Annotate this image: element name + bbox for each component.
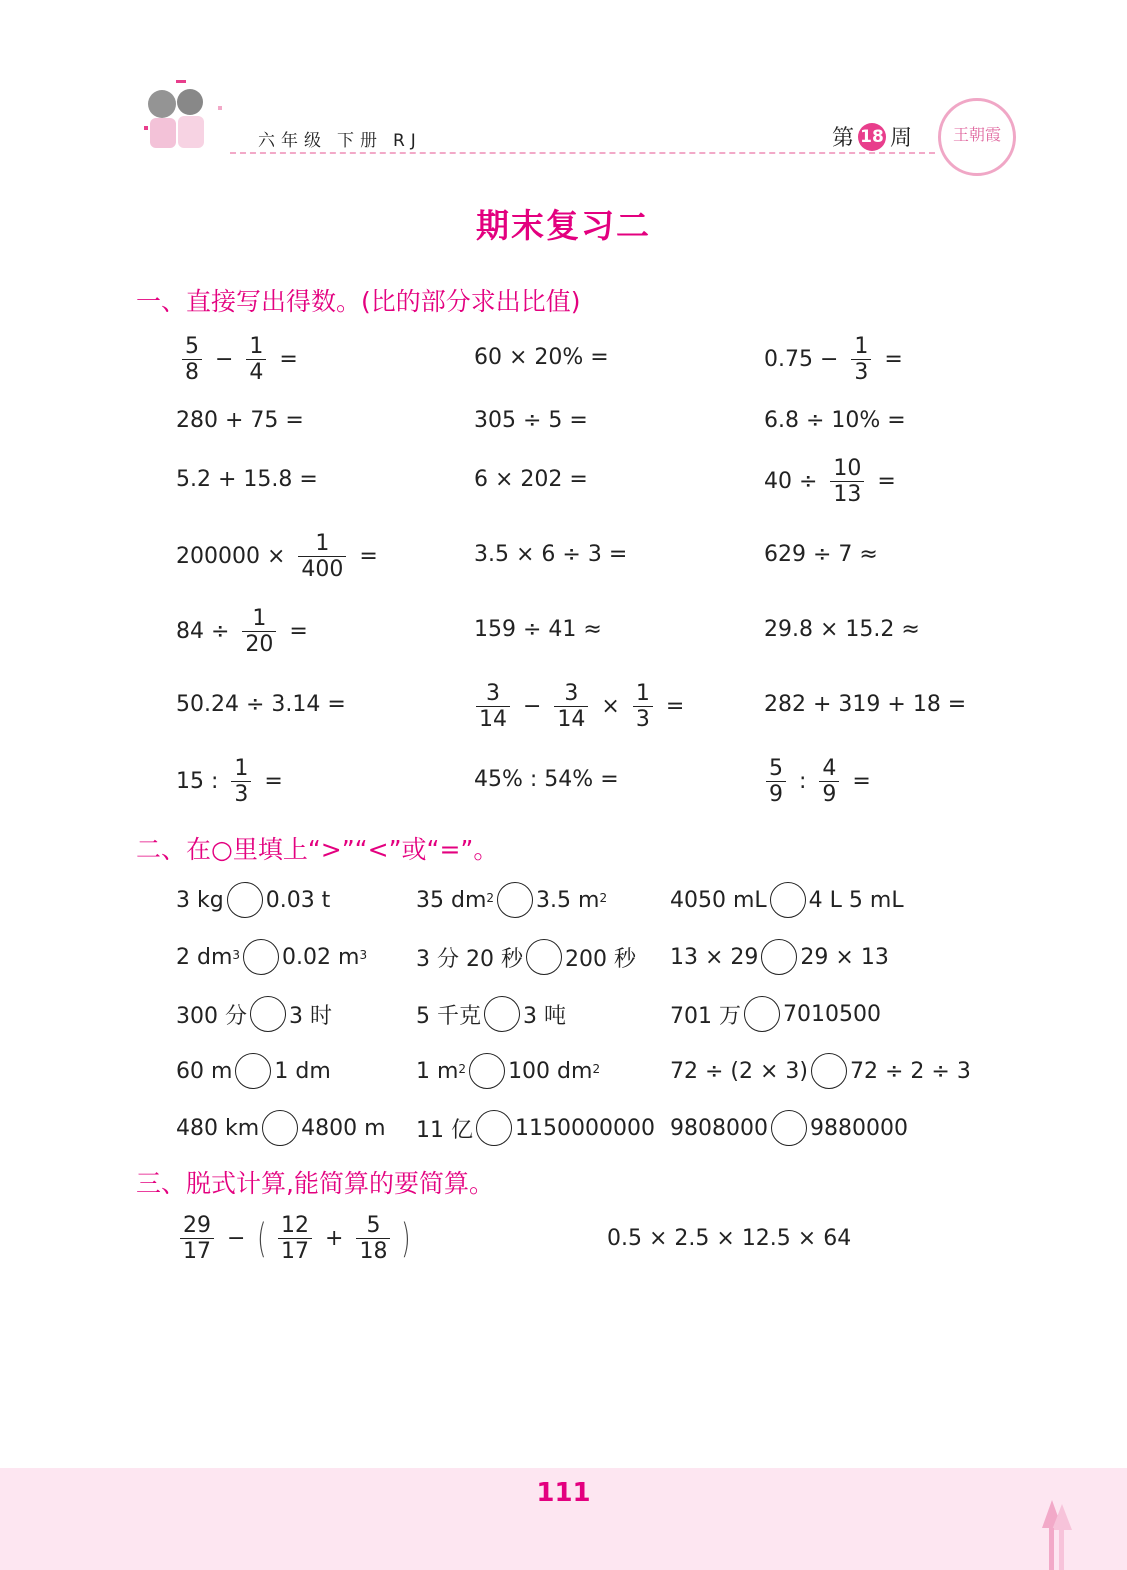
fraction: $\frac{29}{17}$ <box>180 1213 214 1265</box>
compare-5-1: 480 km 4800 m <box>176 1110 386 1146</box>
compare-3-3: 701 万 7010500 <box>670 996 881 1032</box>
arrow-up-icon <box>1040 1500 1080 1570</box>
compare-4-3: 72 ÷ (2 × 3) 72 ÷ 2 ÷ 3 <box>670 1053 971 1089</box>
fraction: $\frac{1}{400}$ <box>298 531 346 583</box>
fraction: $\frac{1}{4}$ <box>246 334 266 386</box>
header-divider <box>230 152 935 154</box>
problem-1-2: 60 × 20% = <box>474 345 609 370</box>
calc-expression-2: 0.5 × 2.5 × 12.5 × 64 <box>607 1226 852 1251</box>
mascot-illustration <box>140 76 232 158</box>
week-number-badge: 18 <box>858 123 886 151</box>
author-seal <box>938 98 1016 176</box>
problem-2-1: 280 + 75 = <box>176 408 304 433</box>
fraction: $\frac{5}{18}$ <box>356 1213 390 1265</box>
compare-5-3: 9808000 9880000 <box>670 1110 908 1146</box>
volume-text: 下册 <box>337 131 383 151</box>
problem-3-3: 40 ÷ $\frac{10}{13}$ = <box>764 456 896 508</box>
problem-1-3: 0.75 − $\frac{1}{3}$ = <box>764 334 903 386</box>
answer-circle[interactable] <box>484 996 520 1032</box>
compare-1-1: 3 kg 0.03 t <box>176 882 330 918</box>
problem-2-2: 305 ÷ 5 = <box>474 408 588 433</box>
problem-5-3: 29.8 × 15.2 ≈ <box>764 617 920 642</box>
section-2-heading: 二、在○里填上“>”“<”或“=”。 <box>136 835 499 864</box>
compare-4-1: 60 m 1 dm <box>176 1053 331 1089</box>
compare-4-2: 1 m 2 100 dm 2 <box>416 1053 600 1089</box>
section-1-heading: 一、直接写出得数。(比的部分求出比值) <box>136 287 581 316</box>
fraction: $\frac{1}{3}$ <box>633 681 653 733</box>
seal-text: 王朝霞 <box>952 125 1001 144</box>
compare-2-1: 2 dm 3 0.02 m 3 <box>176 939 367 975</box>
answer-circle[interactable] <box>744 996 780 1032</box>
answer-circle[interactable] <box>235 1053 271 1089</box>
fraction: $\frac{3}{14}$ <box>554 681 588 733</box>
fraction: $\frac{5}{8}$ <box>182 334 202 386</box>
answer-circle[interactable] <box>476 1110 512 1146</box>
problem-3-2: 6 × 202 = <box>474 467 588 492</box>
compare-2-2: 3 分 20 秒 200 秒 <box>416 939 636 975</box>
calc-expression-1: $\frac{29}{17}$ − ( $\frac{12}{17}$ + $\frac{5}{18}$ ) <box>174 1213 416 1265</box>
section-3-heading: 三、脱式计算,能简算的要简算。 <box>136 1169 494 1198</box>
answer-circle[interactable] <box>771 1110 807 1146</box>
week-suffix: 周 <box>890 126 913 151</box>
page-number: 111 <box>536 1478 591 1508</box>
compare-1-2: 35 dm 2 3.5 m 2 <box>416 882 607 918</box>
compare-5-2: 11 亿 1150000000 <box>416 1110 655 1146</box>
answer-circle[interactable] <box>811 1053 847 1089</box>
fraction: $\frac{1}{20}$ <box>242 606 276 658</box>
compare-1-3: 4050 mL 4 L 5 mL <box>670 882 904 918</box>
answer-circle[interactable] <box>526 939 562 975</box>
right-paren: ) <box>401 1215 411 1262</box>
compare-3-1: 300 分 3 时 <box>176 996 332 1032</box>
problem-6-3: 282 + 319 + 18 = <box>764 692 967 717</box>
week-label <box>832 121 912 152</box>
answer-circle[interactable] <box>770 882 806 918</box>
problem-7-1: 15 : $\frac{1}{3}$ = <box>176 756 283 808</box>
grade-label <box>258 126 432 151</box>
problem-6-2: $\frac{3}{14}$ − $\frac{3}{14}$ × $\frac{1}{3}$ = <box>470 681 684 733</box>
problem-1-1: $\frac{5}{8}$ − $\frac{1}{4}$ = <box>176 334 298 386</box>
problem-7-3: $\frac{5}{9}$ : $\frac{4}{9}$ = <box>760 756 871 808</box>
problem-4-1: 200000 × $\frac{1}{400}$ = <box>176 531 378 583</box>
fraction: $\frac{3}{14}$ <box>476 681 510 733</box>
answer-circle[interactable] <box>243 939 279 975</box>
problem-6-1: 50.24 ÷ 3.14 = <box>176 692 346 717</box>
problem-3-1: 5.2 + 15.8 = <box>176 467 318 492</box>
fraction: $\frac{1}{3}$ <box>231 756 251 808</box>
problem-4-3: 629 ÷ 7 ≈ <box>764 542 878 567</box>
grade-text: 六年级 <box>258 131 327 151</box>
answer-circle[interactable] <box>761 939 797 975</box>
fraction: $\frac{4}{9}$ <box>819 756 839 808</box>
answer-circle[interactable] <box>227 882 263 918</box>
week-prefix: 第 <box>832 126 855 151</box>
fraction: $\frac{12}{17}$ <box>278 1213 312 1265</box>
problem-5-2: 159 ÷ 41 ≈ <box>474 617 602 642</box>
problem-7-2: 45% : 54% = <box>474 767 619 792</box>
fraction: $\frac{5}{9}$ <box>766 756 786 808</box>
answer-circle[interactable] <box>469 1053 505 1089</box>
problem-4-2: 3.5 × 6 ÷ 3 = <box>474 542 628 567</box>
answer-circle[interactable] <box>497 882 533 918</box>
compare-2-3: 13 × 29 29 × 13 <box>670 939 889 975</box>
problem-5-1: 84 ÷ $\frac{1}{20}$ = <box>176 606 308 658</box>
page-title: 期末复习二 <box>476 206 651 245</box>
compare-3-2: 5 千克 3 吨 <box>416 996 566 1032</box>
left-paren: ( <box>257 1215 267 1262</box>
edition-text: RJ <box>393 131 422 151</box>
answer-circle[interactable] <box>262 1110 298 1146</box>
problem-2-3: 6.8 ÷ 10% = <box>764 408 906 433</box>
answer-circle[interactable] <box>250 996 286 1032</box>
fraction: $\frac{1}{3}$ <box>851 334 871 386</box>
fraction: $\frac{10}{13}$ <box>830 456 864 508</box>
